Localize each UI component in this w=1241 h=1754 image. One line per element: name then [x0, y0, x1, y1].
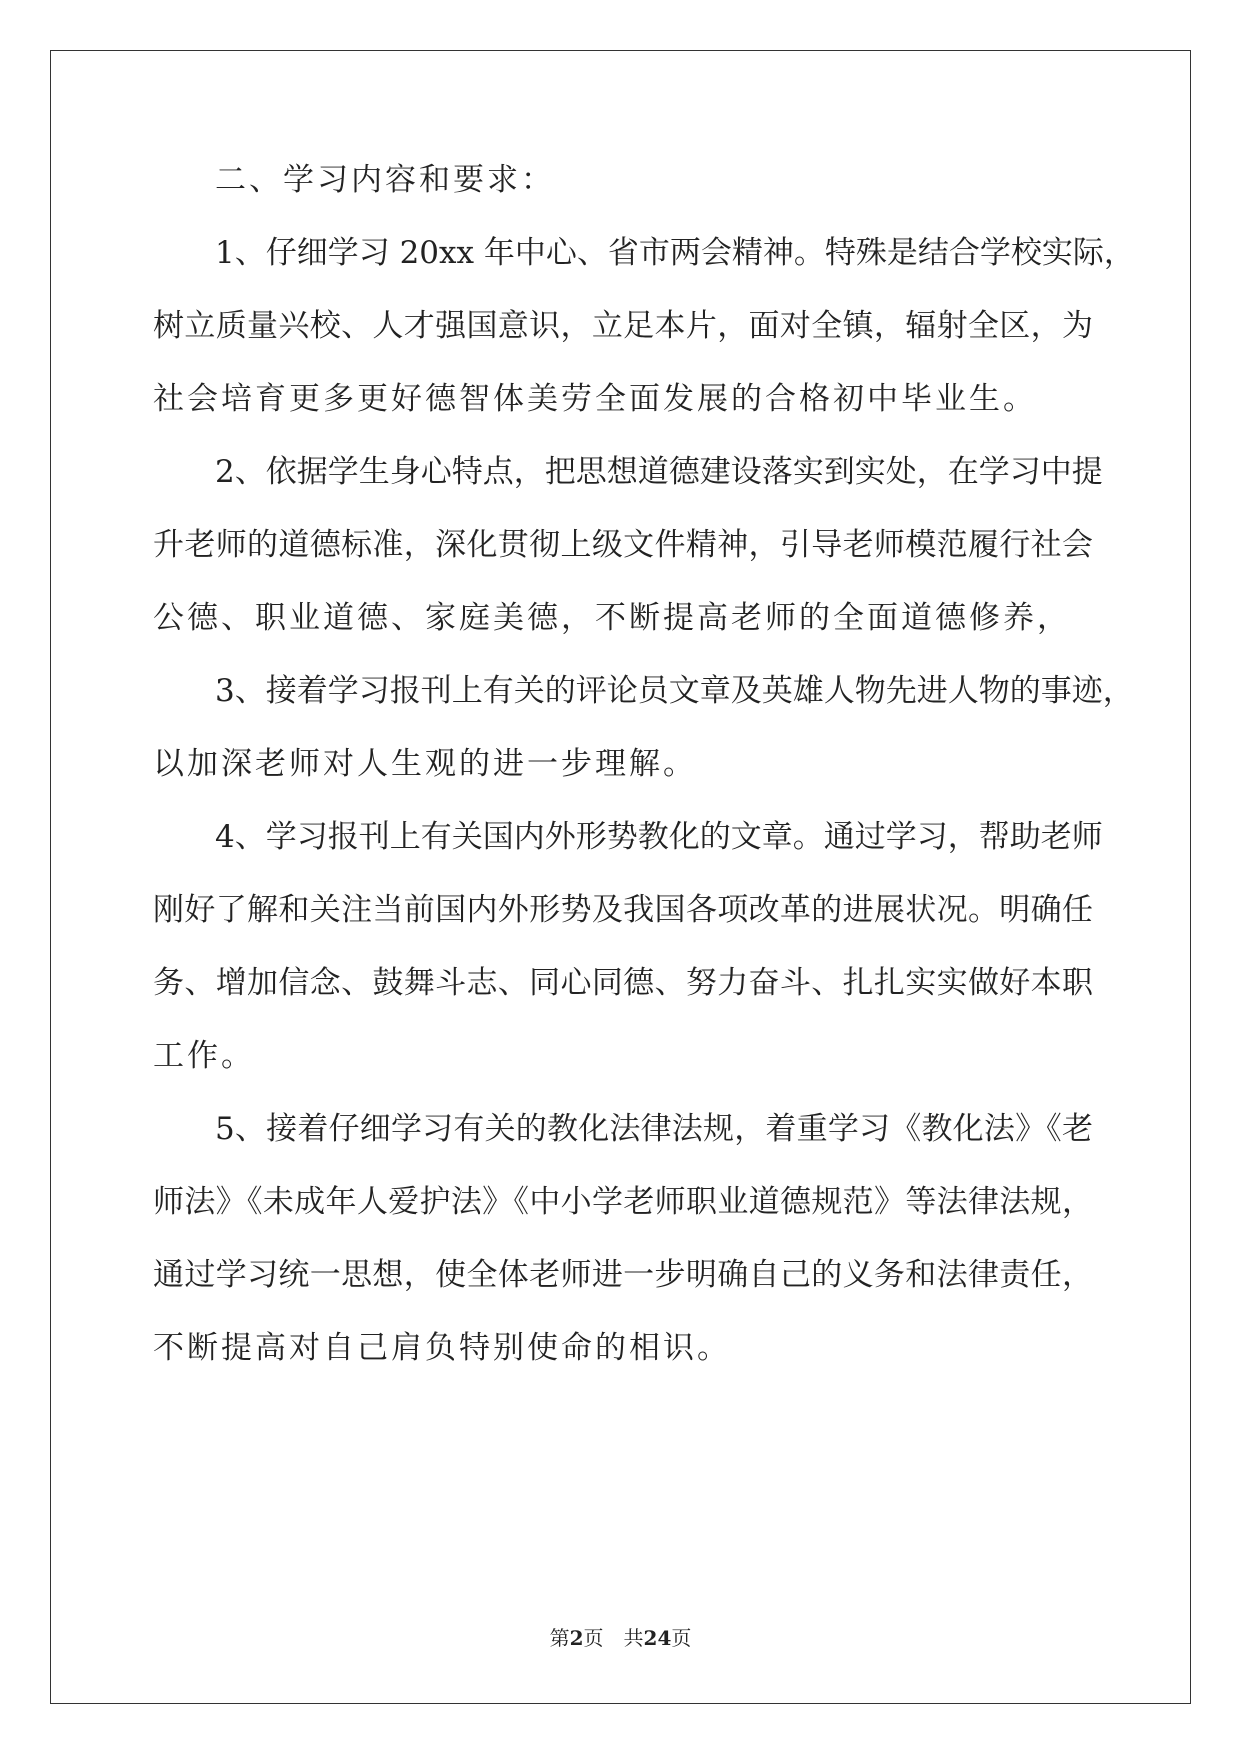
paragraph-5-line-4: 不断提高对自己肩负特别使命的相识。	[153, 1330, 731, 1366]
paragraph-2-line-3: 公德、职业道德、家庭美德，不断提高老师的全面道德修养，	[153, 600, 1071, 636]
paragraph-5-line-1: 5、接着仔细学习有关的教化法律法规，着重学习《教化法》《老	[215, 1111, 1093, 1147]
paragraph-1-line-3: 社会培育更多更好德智体美劳全面发展的合格初中毕业生。	[153, 381, 1037, 417]
section-heading: 二、学习内容和要求：	[215, 162, 555, 198]
paragraph-5-line-3: 通过学习统一思想，使全体老师进一步明确自己的义务和法律责任，	[153, 1257, 1093, 1293]
paragraph-1-line-1: 1、仔细学习 20xx 年中心、省市两会精神。特殊是结合学校实际，	[215, 235, 1135, 271]
paragraph-1-line-2: 树立质量兴校、人才强国意识，立足本片，面对全镇，辐射全区，为	[153, 308, 1093, 344]
footer-suffix: 页	[671, 1626, 692, 1650]
paragraph-5-line-2: 师法》《未成年人爱护法》《中小学老师职业道德规范》等法律法规，	[153, 1184, 1093, 1220]
paragraph-3-line-1: 3、接着学习报刊上有关的评论员文章及英雄人物先进人物的事迹，	[215, 673, 1134, 709]
footer-middle: 页 共	[583, 1626, 644, 1650]
paragraph-4-line-1: 4、学习报刊上有关国内外形势教化的文章。通过学习，帮助老师	[215, 819, 1103, 855]
paragraph-4-line-3: 务、增加信念、鼓舞斗志、同心同德、努力奋斗、扎扎实实做好本职	[153, 965, 1093, 1001]
page-border	[50, 50, 1191, 1704]
total-pages-number: 24	[643, 1626, 672, 1650]
paragraph-4-line-4: 工作。	[153, 1038, 255, 1074]
current-page-number: 2	[569, 1626, 584, 1650]
footer-prefix: 第	[549, 1626, 570, 1650]
page-footer	[0, 1626, 1241, 1650]
paragraph-4-line-2: 刚好了解和关注当前国内外形势及我国各项改革的进展状况。明确任	[153, 892, 1093, 928]
paragraph-2-line-1: 2、依据学生身心特点，把思想道德建设落实到实处，在学习中提	[215, 454, 1103, 490]
paragraph-3-line-2: 以加深老师对人生观的进一步理解。	[153, 746, 697, 782]
paragraph-2-line-2: 升老师的道德标准，深化贯彻上级文件精神，引导老师模范履行社会	[153, 527, 1093, 563]
